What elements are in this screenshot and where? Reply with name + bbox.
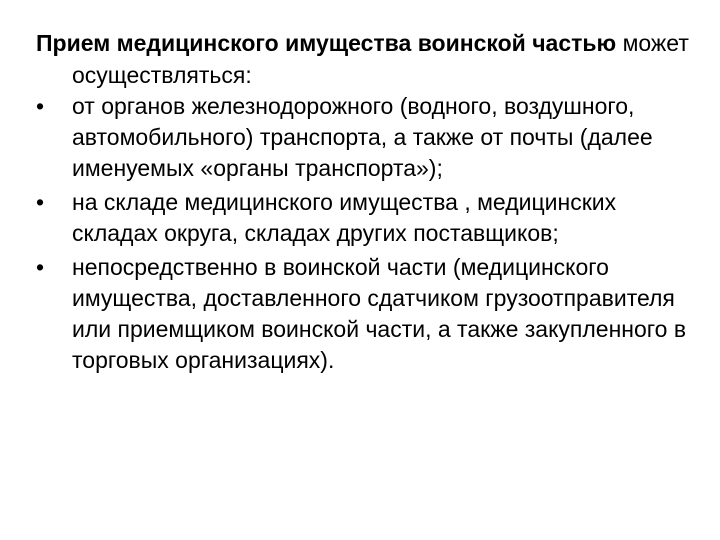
intro-regular-text: может осуществляться:: [72, 30, 689, 88]
intro-paragraph: [36, 27, 712, 91]
bullet-list: [36, 91, 696, 379]
bullet-marker: •: [36, 93, 45, 119]
bullet-marker: •: [36, 254, 45, 280]
bullet-text: на складе медицинского имущества , медицинских складах округа, складах других поставщиков;: [72, 189, 617, 246]
intro-bold-text: Прием медицинского имущества воинской частью: [36, 30, 617, 56]
bullet-text: непосредственно в воинской части (медицинского имущества, доставленного сдатчиком грузоотправителя или приемщиком воинской части, а также закупленного в торговых организациях).: [72, 254, 687, 373]
bullet-text: от органов железнодорожного (водного, воздушного, автомобильного) транспорта, а также от почты (далее именуемых «органы транспорта»);: [72, 93, 653, 181]
bullet-item-railway-transport: [36, 91, 696, 184]
bullet-marker: •: [36, 189, 45, 215]
bullet-item-military-unit: [36, 252, 696, 376]
bullet-item-warehouse: [36, 187, 696, 249]
